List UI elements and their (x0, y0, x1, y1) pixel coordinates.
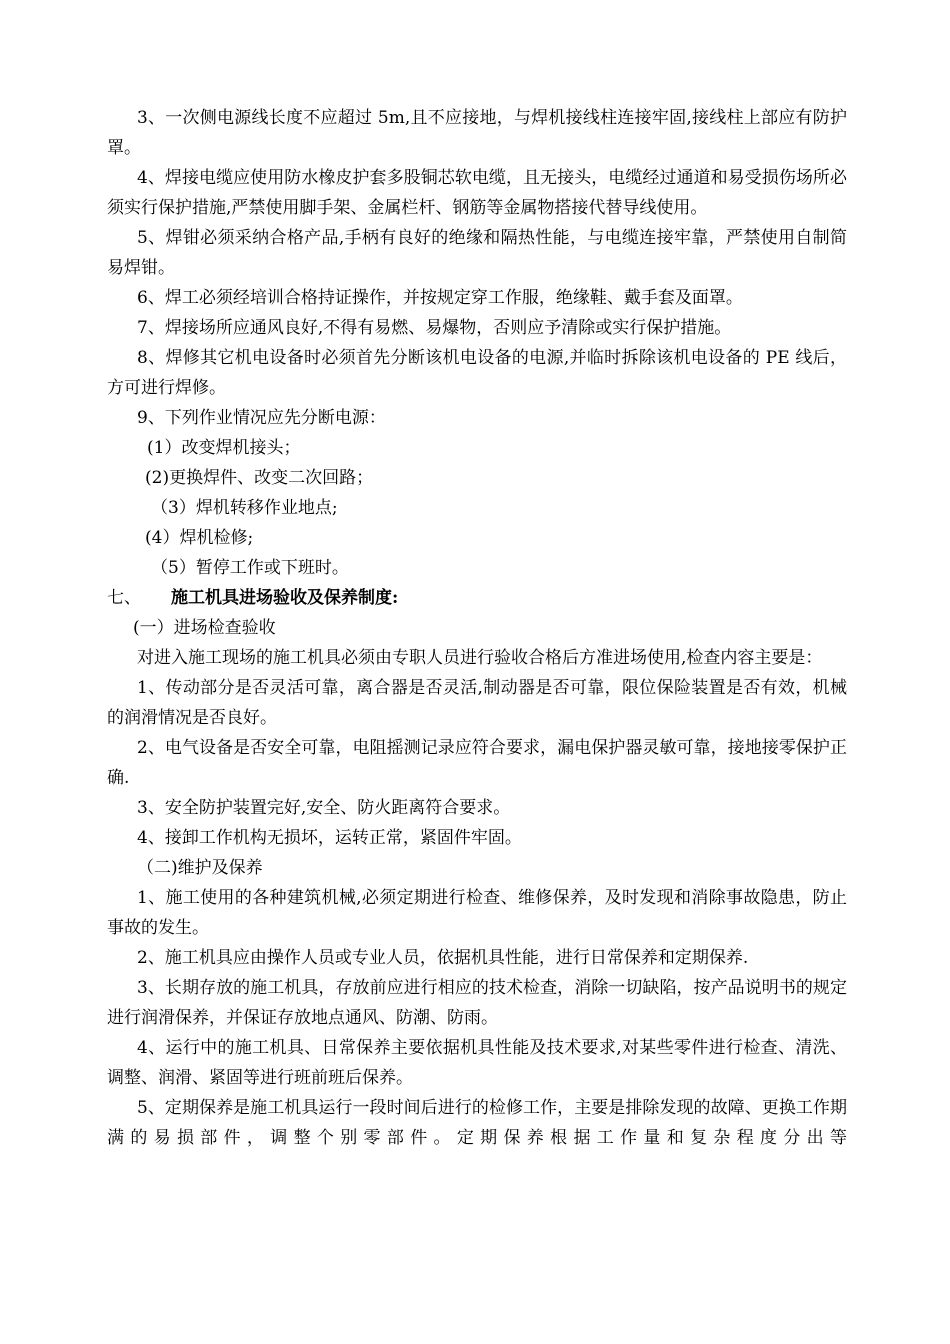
subsection-title-inspection: (一）进场检查验收 (133, 618, 276, 638)
power-off-item-4: (4）焊机检修; (145, 528, 254, 548)
paragraph-item-4: 4、焊接电缆应使用防水橡皮护套多股铜芯软电缆，且无接头，电缆经过通道和易受损伤场所必须实行保护措施,严禁使用脚手架、金属栏杆、钢筋等金属物搭接代替导线使用。 (107, 168, 847, 218)
document-body (107, 103, 847, 1153)
subsection-intro: 对进入施工现场的施工机具必须由专职人员进行验收合格后方准进场使用,检查内容主要是： (137, 648, 823, 668)
section-heading (107, 583, 847, 613)
paragraph-item-5: 5、焊钳必须采纳合格产品,手柄有良好的绝缘和隔热性能，与电缆连接牢靠，严禁使用自制简易焊钳。 (107, 228, 847, 278)
paragraph-item-6: 6、焊工必须经培训合格持证操作，并按规定穿工作服，绝缘鞋、戴手套及面罩。 (137, 288, 743, 308)
power-off-item-1: (1）改变焊机接头； (147, 438, 301, 458)
power-off-item-3: （3）焊机转移作业地点; (151, 498, 338, 518)
maintenance-item-2: 2、施工机具应由操作人员或专业人员，依据机具性能，进行日常保养和定期保养. (137, 948, 749, 968)
power-off-item-2: (2)更换焊件、改变二次回路； (145, 468, 374, 488)
maintenance-item-5: 5、定期保养是施工机具运行一段时间后进行的检修工作，主要是排除发现的故障、更换工作期满的易损部件，调整个别零部件。定期保养根据工作量和复杂程度分出等 (107, 1098, 847, 1148)
inspection-item-4: 4、接卸工作机构无损坏，运转正常，紧固件牢固。 (137, 828, 522, 848)
subsection-title-maintenance: （二)维护及保养 (137, 858, 263, 878)
paragraph-item-9: 9、下列作业情况应先分断电源： (137, 408, 386, 428)
power-off-item-5: （5）暂停工作或下班时。 (151, 558, 349, 578)
maintenance-item-3: 3、长期存放的施工机具，存放前应进行相应的技术检查，消除一切缺陷，按产品说明书的规定进行润滑保养，并保证存放地点通风、防潮、防雨。 (107, 978, 847, 1028)
paragraph-item-7: 7、焊接场所应通风良好,不得有易燃、易爆物，否则应予清除或实行保护措施。 (137, 318, 732, 338)
inspection-item-3: 3、安全防护装置完好,安全、防火距离符合要求。 (137, 798, 511, 818)
inspection-item-2: 2、电气设备是否安全可靠，电阻摇测记录应符合要求，漏电保护器灵敏可靠，接地接零保护正确. (107, 738, 847, 788)
maintenance-item-4: 4、运行中的施工机具、日常保养主要依据机具性能及技术要求,对某些零件进行检查、清洗、调整、润滑、紧固等进行班前班后保养。 (107, 1038, 847, 1088)
section-number: 七、 (107, 588, 141, 608)
paragraph-item-8: 8、焊修其它机电设备时必须首先分断该机电设备的电源,并临时拆除该机电设备的 PE 线后，方可进行焊修。 (107, 348, 847, 398)
section-title: 施工机具进场验收及保养制度: (171, 588, 399, 608)
maintenance-item-1: 1、施工使用的各种建筑机械,必须定期进行检查、维修保养，及时发现和消除事故隐患，防止事故的发生。 (107, 888, 847, 938)
paragraph-item-3: 3、一次侧电源线长度不应超过 5m,且不应接地，与焊机接线柱连接牢固,接线柱上部应有防护罩。 (107, 108, 847, 158)
inspection-item-1: 1、传动部分是否灵活可靠，离合器是否灵活,制动器是否可靠，限位保险装置是否有效，机械的润滑情况是否良好。 (107, 678, 847, 728)
